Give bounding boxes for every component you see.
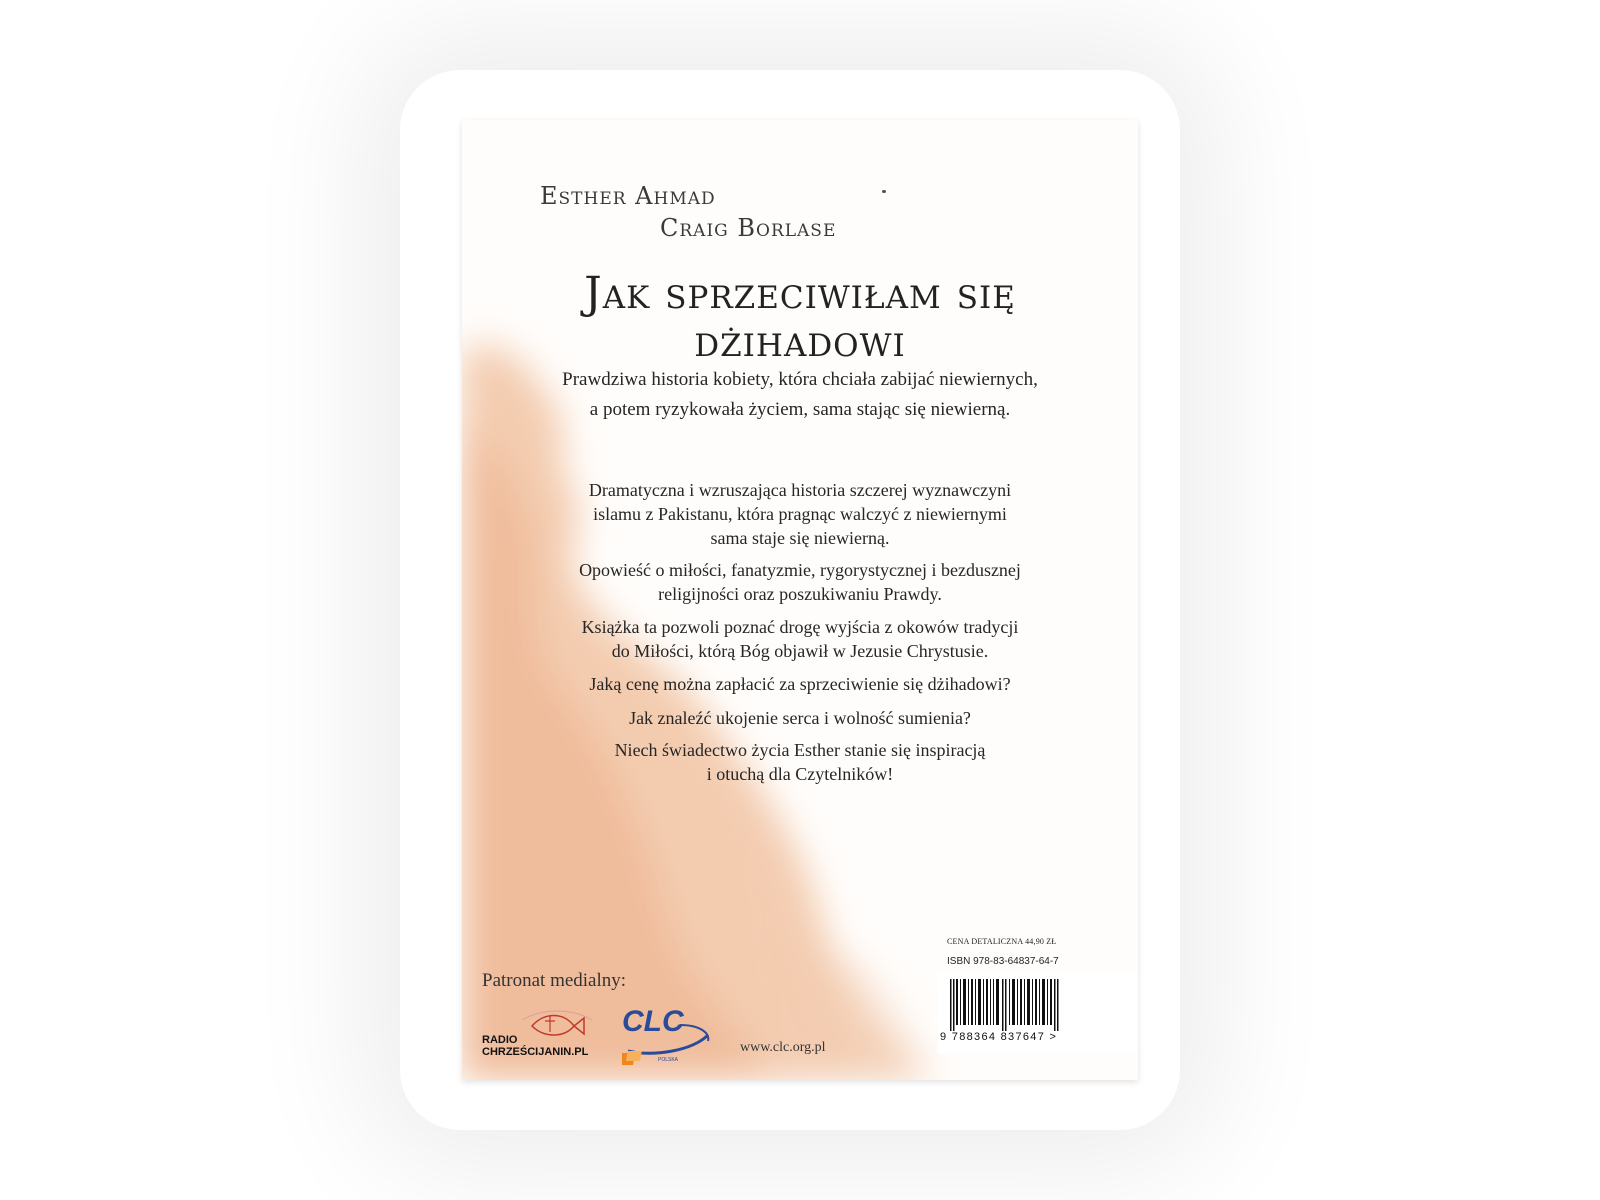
blurb-paragraph-3: Książka ta pozwoli poznać drogę wyjścia z okowów tradycji do Miłości, którą Bóg objawił w Jezusie Chrystusie.: [581, 617, 1019, 661]
radio-chrzescijanin-logo: [482, 1012, 602, 1070]
clc-logo-text: CLC: [622, 1005, 684, 1038]
barcode: [938, 973, 1138, 1053]
radio-logo-line-2: CHRZEŚCIJANIN.PL: [482, 1046, 589, 1058]
author-1: Esther Ahmad: [540, 182, 716, 210]
blurb-paragraph-4: Jaką cenę można zapłacić za sprzeciwienie się dżihadowi?: [589, 674, 1011, 694]
blurb-paragraph-6: Niech świadectwo życia Esther stanie się inspiracją i otuchą dla Czytelników!: [614, 740, 986, 784]
barcode-bars: [950, 979, 1070, 1031]
title-line-2: dżihadowi: [694, 316, 906, 367]
lead-text: Prawdziwa historia kobiety, która chciała zabijać niewiernych, a potem ryzykowała życiem, sama stając się niewierną.: [562, 369, 1038, 420]
isbn-number: ISBN 978-83-64837-64-7: [947, 956, 1059, 967]
blurb-paragraph-2: Opowieść o miłości, fanatyzmie, rygorystycznej i bezdusznej religijności oraz poszukiwaniu Prawdy.: [579, 560, 1021, 604]
barcode-number: 9 788364 837647 >: [940, 1031, 1058, 1043]
blurb-paragraph-1: Dramatyczna i wzruszająca historia szczerej wyznawczyni islamu z Pakistanu, która pragnąc walczyć z niewiernymi sama staje się niewierną.: [588, 480, 1012, 548]
website-link[interactable]: www.clc.org.pl: [740, 1040, 826, 1055]
clc-swoosh-icon: [622, 1013, 722, 1073]
title-line-1: Jak sprzeciwiłam się: [584, 268, 1016, 319]
retail-price: CENA DETALICZNA 44,90 ZŁ: [947, 937, 1057, 946]
clc-logo: [622, 1005, 722, 1075]
clc-logo-subtext: POLSKA: [658, 1057, 679, 1063]
author-2: Craig Borlase: [660, 214, 837, 242]
blurb-paragraph-5: Jak znaleźć ukojenie serca i wolność sumienia?: [629, 708, 971, 728]
patronage-label: Patronat medialny:: [482, 970, 627, 991]
print-speck: [882, 190, 886, 193]
radio-logo-line-1: RADIO: [482, 1034, 518, 1046]
book-back-cover: [462, 120, 1138, 1080]
